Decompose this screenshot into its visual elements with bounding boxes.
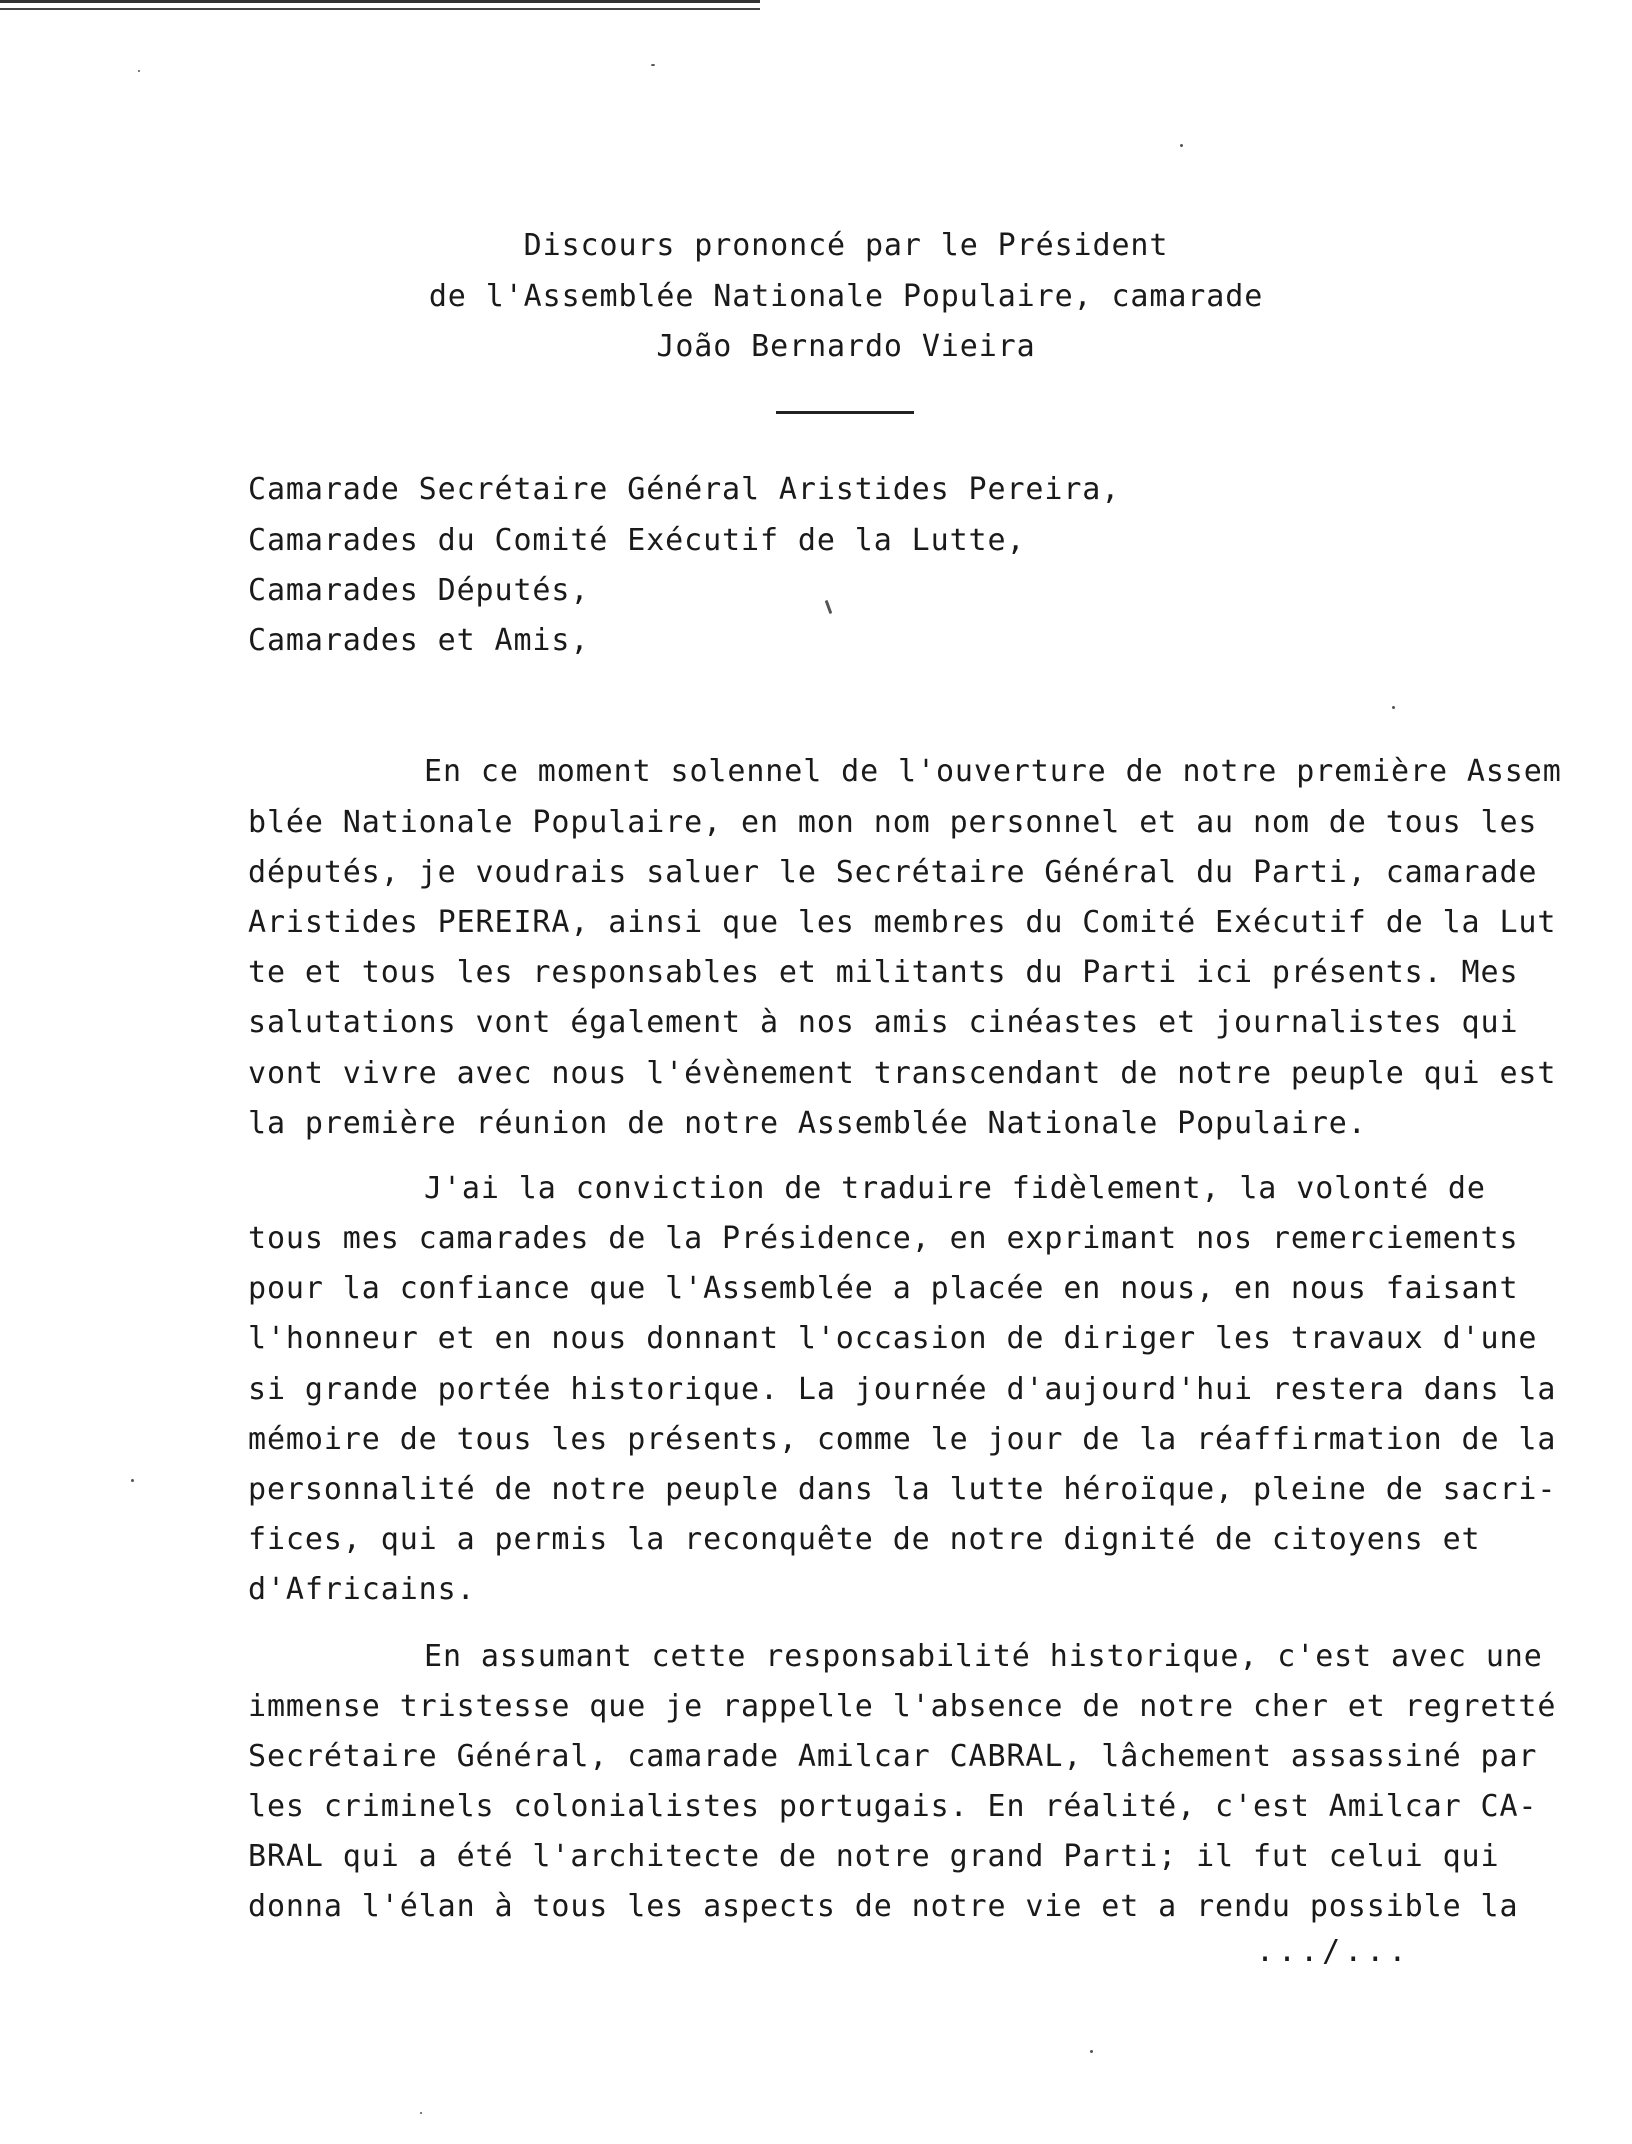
paragraph-line: l'honneur et en nous donnant l'occasion de diriger les travaux d'une (248, 1321, 1538, 1356)
paragraph-line: BRAL qui a été l'architecte de notre grand Parti; il fut celui qui (248, 1839, 1500, 1874)
paragraph-line: députés, je voudrais saluer le Secrétaire Général du Parti, camarade (248, 855, 1538, 890)
scan-speck (825, 600, 833, 614)
paragraph-line: te et tous les responsables et militants du Parti ici présents. Mes (248, 955, 1519, 990)
paragraph-line: donna l'élan à tous les aspects de notre vie et a rendu possible la (248, 1889, 1519, 1924)
page-continuation-marker: .../... (1256, 1934, 1411, 1969)
scan-speck (1090, 2050, 1093, 2053)
paragraph-line: tous mes camarades de la Présidence, en exprimant nos remerciements (248, 1221, 1519, 1256)
paragraph-line: Secrétaire Général, camarade Amilcar CABRAL, lâchement assassiné par (248, 1739, 1538, 1774)
scan-speck (1392, 706, 1395, 709)
paragraph-line: personnalité de notre peuple dans la lutte héroïque, pleine de sacri- (248, 1472, 1557, 1507)
paragraph-line: blée Nationale Populaire, en mon nom personnel et au nom de tous les (248, 805, 1538, 840)
scan-speck (420, 2112, 422, 2114)
title-line-3: João Bernardo Vieira (656, 329, 1036, 364)
paragraph-line: immense tristesse que je rappelle l'absence de notre cher et regretté (248, 1689, 1557, 1724)
scan-speck (131, 1479, 134, 1482)
salutation-line: Camarades Députés, (248, 573, 590, 608)
title-line-2: de l'Assemblée Nationale Populaire, camarade (428, 279, 1264, 314)
title-line-1: Discours prononcé par le Président (523, 228, 1169, 263)
paragraph-line: En assumant cette responsabilité historique, c'est avec une (424, 1639, 1543, 1674)
paragraph-line: vont vivre avec nous l'évènement transcendant de notre peuple qui est (248, 1056, 1557, 1091)
paragraph-line: d'Africains. (248, 1572, 476, 1607)
paragraph-line: la première réunion de notre Assemblée Nationale Populaire. (248, 1106, 1367, 1141)
salutation-line: Camarades du Comité Exécutif de la Lutte, (248, 523, 1026, 558)
scan-speck (138, 70, 140, 72)
paragraph-line: les criminels colonialistes portugais. En réalité, c'est Amilcar CA- (248, 1789, 1538, 1824)
scan-top-rule (0, 0, 760, 3)
scan-top-rule-secondary (0, 8, 760, 10)
scan-speck (651, 64, 655, 66)
paragraph-line: J'ai la conviction de traduire fidèlement, la volonté de (424, 1171, 1486, 1206)
salutation-line: Camarade Secrétaire Général Aristides Pereira, (248, 472, 1121, 507)
paragraph-line: En ce moment solennel de l'ouverture de notre première Assem (424, 754, 1562, 789)
paragraph-line: fices, qui a permis la reconquête de notre dignité de citoyens et (248, 1522, 1481, 1557)
paragraph-line: si grande portée historique. La journée d'aujourd'hui restera dans la (248, 1372, 1557, 1407)
scan-speck (1180, 144, 1183, 147)
paragraph-line: pour la confiance que l'Assemblée a placée en nous, en nous faisant (248, 1271, 1519, 1306)
paragraph-line: salutations vont également à nos amis cinéastes et journalistes qui (248, 1005, 1519, 1040)
salutation-line: Camarades et Amis, (248, 623, 590, 658)
paragraph-line: Aristides PEREIRA, ainsi que les membres du Comité Exécutif de la Lut (248, 905, 1557, 940)
paragraph-line: mémoire de tous les présents, comme le jour de la réaffirmation de la (248, 1422, 1557, 1457)
title-divider (776, 411, 914, 414)
